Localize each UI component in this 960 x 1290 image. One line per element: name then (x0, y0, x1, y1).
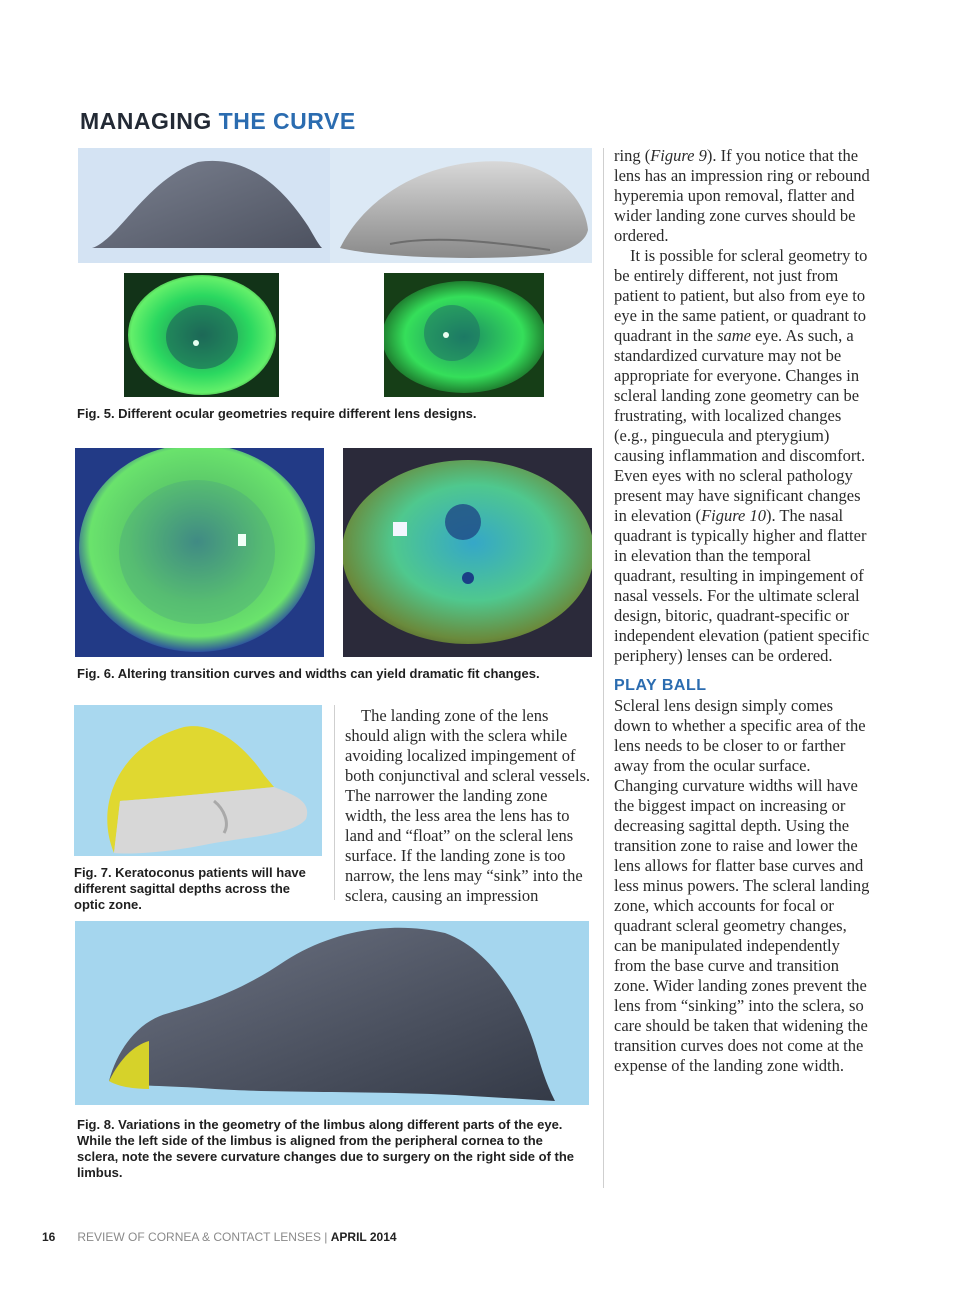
fig6-eye-right (343, 448, 592, 657)
fig6-eye-left (75, 448, 324, 657)
header-title-main: MANAGING (80, 108, 219, 134)
middle-column (345, 706, 593, 906)
page-number: 16 (42, 1230, 56, 1244)
play-ball-subhead: PLAY BALL (614, 677, 707, 694)
figure-9-ref: Figure 9 (650, 146, 707, 165)
fig8-topography (75, 921, 589, 1105)
header-title-accent: THE CURVE (218, 108, 356, 134)
fig5-topography-right (330, 148, 592, 263)
right-paragraph-2: It is possible for scleral geometry to be entirely different, not just from patient to patient, but also from eye to eye in the same patient, or quadrant to quadrant in the same eye. As such, a standardized curvature may not be appropriate for everyone. Changes in scleral landing zone geometry can be frustrating, with localized changes (e.g., pinguecula and pterygium) causing inflammation and discomfort. Even eyes with no scleral pathology present may have significant changes in elevation (Figure 10). The nasal quadrant is typically higher and flatter in elevation than the temporal quadrant, resulting in impingement of nasal vessels. For the ultimate scleral design, bitoric, quadrant-specific or independent elevation (patient specific periphery) lenses can be ordered. (614, 246, 870, 665)
fig6-caption: Fig. 6. Altering transition curves and widths can yield dramatic fit changes. (77, 666, 540, 681)
fig7-topography (74, 705, 322, 856)
fig5-eye-left (124, 273, 279, 397)
fig5-topography-left (78, 148, 330, 263)
fig7-caption: Fig. 7. Keratoconus patients will have different sagittal depths across the optic zone. (74, 865, 306, 912)
figure-10-ref: Figure 10 (701, 506, 766, 525)
right-paragraph-1: ring (Figure 9). If you notice that the lens has an impression ring or rebound hyperemia upon removal, flatter and wider landing zone curves should be ordered. (614, 146, 870, 245)
journal-name: REVIEW OF CORNEA & CONTACT LENSES | (77, 1230, 331, 1244)
fig8-caption: Fig. 8. Variations in the geometry of the limbus along different parts of the eye. While the left side of the limbus is aligned from the peripheral cornea to the sclera, note the severe curvature changes due to surgery on the right side of the limbus. (77, 1117, 575, 1180)
right-paragraph-3: Scleral lens design simply comes down to whether a specific area of the lens needs to be closer to or farther away from the ocular surface. Changing curvature widths will have the biggest impact on increasing or decreasing sagittal depth. Using the transition zone to raise and lower the lens allows for flatter base curves and less minus powers. The scleral landing zone, which accounts for focal or quadrant scleral geometry changes, can be manipulated independently from the base curve and transition zone. Wider landing zones prevent the lens from “sinking” into the sclera, so care should be taken that widening the transition curves does not come at the expense of the landing zone width. (614, 696, 870, 1075)
page-footer (42, 1230, 397, 1244)
same-emphasis: same (717, 326, 752, 345)
right-column (614, 146, 870, 1076)
middle-column-rule (334, 705, 335, 900)
fig5-eye-right (384, 273, 544, 397)
issue-date: APRIL 2014 (330, 1230, 397, 1244)
middle-paragraph: The landing zone of the lens should align with the sclera while avoiding localized impingement of both conjunctival and scleral vessels. The narrower the landing zone width, the less area the lens has to land and “float” on the scleral lens surface. If the landing zone is too narrow, the lens may “sink” into the sclera, causing an impression (345, 706, 591, 905)
page-header (80, 108, 356, 135)
fig5-caption: Fig. 5. Different ocular geometries require different lens designs. (77, 406, 477, 421)
right-column-rule (603, 148, 604, 1188)
